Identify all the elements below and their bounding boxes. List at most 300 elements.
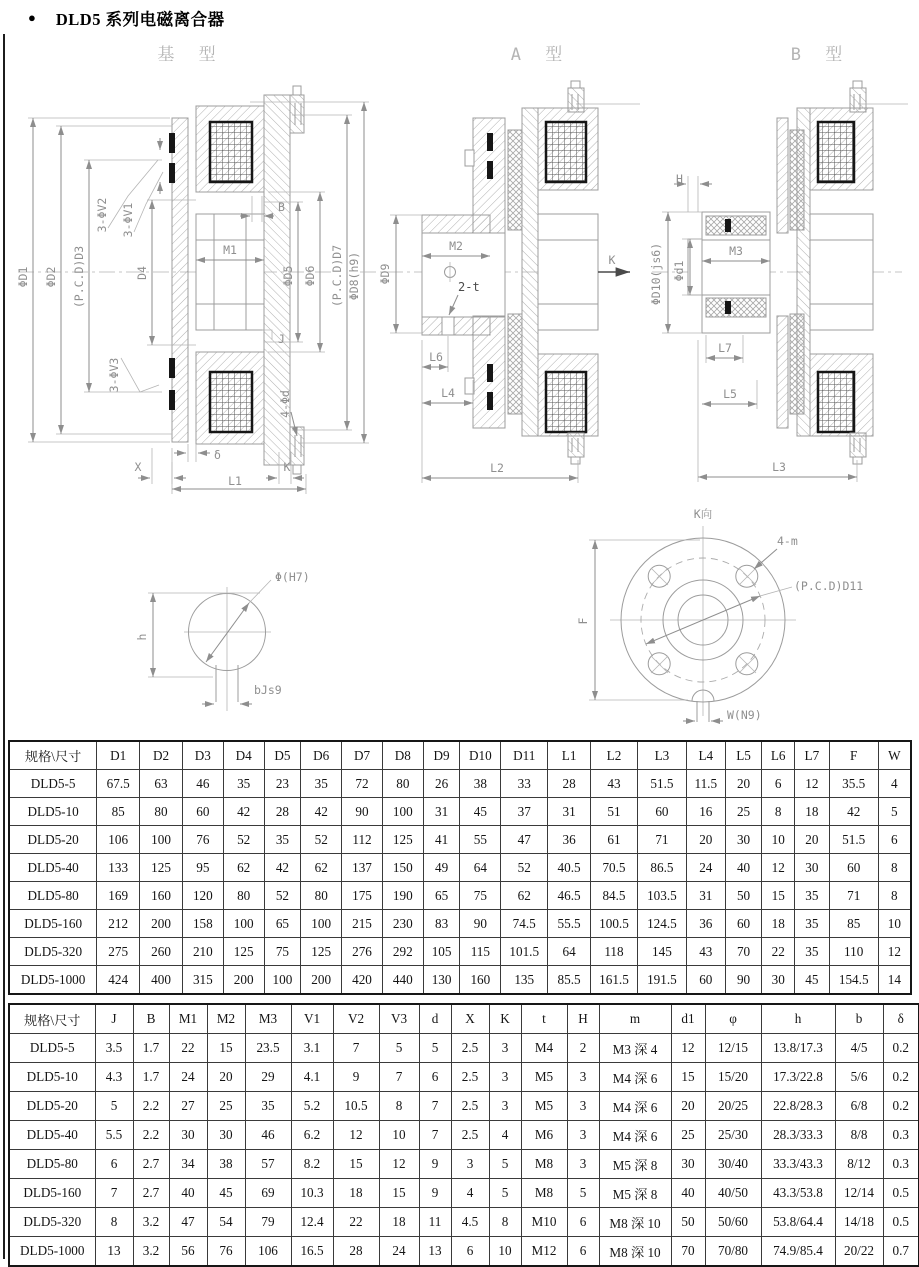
table-cell: M8 深 10 <box>599 1237 671 1267</box>
table-cell: 12/14 <box>835 1179 883 1208</box>
table-cell: 6/8 <box>835 1092 883 1121</box>
table-cell: 80 <box>382 770 423 798</box>
table-cell: 60 <box>829 854 878 882</box>
table-cell: 4.3 <box>95 1063 133 1092</box>
table-cell: 137 <box>342 854 383 882</box>
table-cell: 6 <box>419 1063 451 1092</box>
table-cell: 0.2 <box>883 1092 919 1121</box>
table-cell: 40 <box>671 1179 705 1208</box>
table-cell: M4 深 6 <box>599 1121 671 1150</box>
table-cell: 106 <box>245 1237 291 1267</box>
column-header: X <box>451 1004 489 1034</box>
table-cell: 70/80 <box>705 1237 761 1267</box>
table-cell: 5 <box>419 1034 451 1063</box>
table-cell: 3 <box>489 1092 521 1121</box>
table-cell: 18 <box>379 1208 419 1237</box>
table-cell: 83 <box>423 910 460 938</box>
dim-label-d4: D4 <box>135 266 149 280</box>
table-cell: 40 <box>725 854 762 882</box>
table-cell: 79 <box>245 1208 291 1237</box>
table-cell: 15 <box>379 1179 419 1208</box>
column-header: M2 <box>207 1004 245 1034</box>
table-cell: 70 <box>671 1237 705 1267</box>
table-cell: 8 <box>379 1092 419 1121</box>
table-cell: 35 <box>223 770 264 798</box>
table-cell: 100.5 <box>591 910 638 938</box>
column-header: D10 <box>460 741 501 770</box>
table-cell: 10 <box>489 1237 521 1267</box>
table-cell: 230 <box>382 910 423 938</box>
table-cell: 0.5 <box>883 1179 919 1208</box>
table-cell: 60 <box>686 966 725 995</box>
row-header: DLD5-80 <box>9 1150 95 1179</box>
table-cell: 40 <box>169 1179 207 1208</box>
table-cell: 43 <box>686 938 725 966</box>
table-cell: 4/5 <box>835 1034 883 1063</box>
table-cell: 130 <box>423 966 460 995</box>
table-cell: 33.3/43.3 <box>761 1150 835 1179</box>
table-cell: 65 <box>423 882 460 910</box>
seal-mark <box>487 161 493 179</box>
dim-label-phi-d2: ΦD2 <box>44 266 58 288</box>
table-cell: 13 <box>95 1237 133 1267</box>
table-cell: 36 <box>548 826 591 854</box>
table-cell: 31 <box>686 882 725 910</box>
row-header: DLD5-160 <box>9 1179 95 1208</box>
table-cell: 20 <box>671 1092 705 1121</box>
table-cell: 2 <box>567 1034 599 1063</box>
table-cell: 20/25 <box>705 1092 761 1121</box>
table-cell: 35 <box>245 1092 291 1121</box>
coil-bottom <box>546 372 586 432</box>
table-cell: 13.8/17.3 <box>761 1034 835 1063</box>
table-cell: 42 <box>301 798 342 826</box>
table-cell: 61 <box>591 826 638 854</box>
table-cell: 67.5 <box>97 770 140 798</box>
table-cell: 15 <box>207 1034 245 1063</box>
seal-mark <box>169 163 175 183</box>
table-row <box>9 1150 919 1179</box>
table-cell: 105 <box>423 938 460 966</box>
table-cell: 2.5 <box>451 1121 489 1150</box>
table-cell: 133 <box>97 854 140 882</box>
dim-label-v2: 3-ΦV2 <box>95 197 109 233</box>
table-cell: 62 <box>501 882 548 910</box>
table-row <box>9 798 911 826</box>
table-cell: 275 <box>97 938 140 966</box>
table-cell: 6 <box>567 1237 599 1267</box>
table-cell: M10 <box>521 1208 567 1237</box>
table-cell: 5 <box>379 1034 419 1063</box>
column-header: D8 <box>382 741 423 770</box>
table-cell: 100 <box>264 966 301 995</box>
table-cell: 20/22 <box>835 1237 883 1267</box>
table-cell: 8 <box>489 1208 521 1237</box>
dim-label-delta: δ <box>214 448 221 462</box>
dim-label-l7: L7 <box>718 341 732 355</box>
table-cell: 7 <box>379 1063 419 1092</box>
table-cell: 400 <box>140 966 183 995</box>
dim-label-phi-d8: ΦD8(h9) <box>347 251 361 301</box>
table-cell: 16.5 <box>291 1237 333 1267</box>
column-header: B <box>133 1004 169 1034</box>
table-cell: 12 <box>671 1034 705 1063</box>
table-cell: 3 <box>451 1150 489 1179</box>
table-cell: 260 <box>140 938 183 966</box>
table-cell: 100 <box>382 798 423 826</box>
column-header: V1 <box>291 1004 333 1034</box>
column-header: L4 <box>686 741 725 770</box>
dim-label-wn9: W(N9) <box>727 708 762 722</box>
table-cell: 2.7 <box>133 1150 169 1179</box>
table-cell: 42 <box>264 854 301 882</box>
table-cell: 125 <box>140 854 183 882</box>
table-row <box>9 826 911 854</box>
table-cell: 35 <box>795 910 830 938</box>
table-cell: 14 <box>878 966 911 995</box>
table-cell: 38 <box>207 1150 245 1179</box>
row-header: DLD5-40 <box>9 854 97 882</box>
table-cell: 25 <box>207 1092 245 1121</box>
dim-label-x: X <box>134 460 142 474</box>
table-cell: 22 <box>762 938 795 966</box>
table-cell: 64 <box>460 854 501 882</box>
table-cell: 8 <box>762 798 795 826</box>
column-header: D4 <box>223 741 264 770</box>
table-cell: 51.5 <box>637 770 686 798</box>
seal-mark <box>725 301 731 314</box>
table-cell: 70.5 <box>591 854 638 882</box>
table-cell: 45 <box>207 1179 245 1208</box>
table-cell: 90 <box>342 798 383 826</box>
table-cell: 76 <box>207 1237 245 1267</box>
table-cell: 160 <box>140 882 183 910</box>
table-cell: 70 <box>725 938 762 966</box>
table-cell: 69 <box>245 1179 291 1208</box>
table-cell: 56 <box>169 1237 207 1267</box>
table-cell: 75 <box>460 882 501 910</box>
table-cell: 8/8 <box>835 1121 883 1150</box>
table-row <box>9 938 911 966</box>
seal-mark <box>487 364 493 382</box>
table-cell: 30/40 <box>705 1150 761 1179</box>
table-cell: 33 <box>501 770 548 798</box>
column-header: H <box>567 1004 599 1034</box>
table-cell: 110 <box>829 938 878 966</box>
table-cell: 12/15 <box>705 1034 761 1063</box>
column-header: V3 <box>379 1004 419 1034</box>
table-cell: 6 <box>567 1208 599 1237</box>
table-cell: 0.3 <box>883 1150 919 1179</box>
table-cell: 125 <box>382 826 423 854</box>
table-cell: 120 <box>182 882 223 910</box>
table-cell: 51 <box>591 798 638 826</box>
table-row <box>9 1063 919 1092</box>
dim-label-h-cap: H <box>676 172 683 186</box>
column-header: D1 <box>97 741 140 770</box>
table-cell: 37 <box>501 798 548 826</box>
table-cell: 0.3 <box>883 1121 919 1150</box>
table-cell: 64 <box>548 938 591 966</box>
table-cell: 41 <box>423 826 460 854</box>
dim-label-phi-h7: Φ(H7) <box>275 570 310 584</box>
table-cell: 9 <box>419 1179 451 1208</box>
table-cell: M4 <box>521 1034 567 1063</box>
row-header: DLD5-80 <box>9 882 97 910</box>
table-cell: 175 <box>342 882 383 910</box>
table-cell: 30 <box>207 1121 245 1150</box>
table-cell: 12 <box>333 1121 379 1150</box>
column-header: h <box>761 1004 835 1034</box>
table-row <box>9 770 911 798</box>
table-cell: 17.3/22.8 <box>761 1063 835 1092</box>
dim-label-pcd-d11: (P.C.D)D11 <box>794 579 864 593</box>
table-cell: 45 <box>795 966 830 995</box>
table-cell: M4 深 6 <box>599 1092 671 1121</box>
table-cell: 15 <box>762 882 795 910</box>
column-header: φ <box>705 1004 761 1034</box>
table-cell: 52 <box>223 826 264 854</box>
table-cell: 15/20 <box>705 1063 761 1092</box>
table-cell: 5 <box>95 1092 133 1121</box>
table-cell: 212 <box>97 910 140 938</box>
table-cell: 3 <box>567 1092 599 1121</box>
table-cell: 42 <box>829 798 878 826</box>
row-header: DLD5-320 <box>9 938 97 966</box>
table-cell: 8 <box>95 1208 133 1237</box>
table-cell: 49 <box>423 854 460 882</box>
table-cell: 161.5 <box>591 966 638 995</box>
table-cell: 29 <box>245 1063 291 1092</box>
table-cell: 3 <box>567 1150 599 1179</box>
table-cell: 84.5 <box>591 882 638 910</box>
dim-label-phi-d9: ΦD9 <box>378 263 392 285</box>
table-cell: 86.5 <box>637 854 686 882</box>
dim-label-2t: 2-t <box>458 280 480 294</box>
base-type-drawing <box>16 45 369 494</box>
table-cell: 18 <box>762 910 795 938</box>
table-cell: 210 <box>182 938 223 966</box>
dimensions-table-2 <box>8 1003 919 1267</box>
table-cell: 7 <box>419 1092 451 1121</box>
page-title: DLD5 系列电磁离合器 <box>55 10 225 29</box>
row-header: DLD5-5 <box>9 770 97 798</box>
table-cell: 85 <box>97 798 140 826</box>
table-cell: 85.5 <box>548 966 591 995</box>
table-cell: 4 <box>489 1121 521 1150</box>
table-cell: 20 <box>795 826 830 854</box>
table-cell: 60 <box>637 798 686 826</box>
table-cell: 0.2 <box>883 1063 919 1092</box>
table-cell: 35.5 <box>829 770 878 798</box>
table-cell: 28 <box>333 1237 379 1267</box>
table-cell: 43.3/53.8 <box>761 1179 835 1208</box>
table-cell: 424 <box>97 966 140 995</box>
table-cell: 112 <box>342 826 383 854</box>
table-row <box>9 1237 919 1267</box>
table-cell: 5 <box>489 1150 521 1179</box>
table-cell: 4 <box>451 1179 489 1208</box>
dim-label-h-small: h <box>135 633 149 641</box>
table-cell: 22.8/28.3 <box>761 1092 835 1121</box>
b-clutch-section <box>688 81 908 464</box>
table-cell: 2.2 <box>133 1121 169 1150</box>
column-header: L3 <box>637 741 686 770</box>
table-cell: 8/12 <box>835 1150 883 1179</box>
table-cell: 45 <box>460 798 501 826</box>
table-cell: 20 <box>207 1063 245 1092</box>
table-cell: 57 <box>245 1150 291 1179</box>
table-cell: 10 <box>379 1121 419 1150</box>
table-cell: 5 <box>489 1179 521 1208</box>
table-cell: 7 <box>419 1121 451 1150</box>
bullet-icon: ● <box>28 10 36 25</box>
table-cell: 31 <box>423 798 460 826</box>
table-cell: 7 <box>95 1179 133 1208</box>
dim-label-phi-d5: ΦD5 <box>281 265 295 287</box>
row-header: DLD5-20 <box>9 826 97 854</box>
table-cell: 315 <box>182 966 223 995</box>
table-cell: 160 <box>460 966 501 995</box>
table-cell: 100 <box>223 910 264 938</box>
table-row <box>9 854 911 882</box>
column-header: D2 <box>140 741 183 770</box>
dim-label-l1: L1 <box>228 474 242 488</box>
dim-label-pcd-d3: (P.C.D)D3 <box>72 245 86 309</box>
table-cell: 2.7 <box>133 1179 169 1208</box>
table-cell: 7 <box>333 1034 379 1063</box>
table-cell: 55.5 <box>548 910 591 938</box>
coil-top <box>546 122 586 182</box>
table-cell: M6 <box>521 1121 567 1150</box>
table-cell: M8 深 10 <box>599 1208 671 1237</box>
table-cell: 5.5 <box>95 1121 133 1150</box>
table-cell: 28 <box>548 770 591 798</box>
table-cell: 30 <box>671 1150 705 1179</box>
table-cell: 63 <box>140 770 183 798</box>
table-cell: 8.2 <box>291 1150 333 1179</box>
table-cell: 0.5 <box>883 1208 919 1237</box>
table-cell: 25/30 <box>705 1121 761 1150</box>
table-header-row <box>9 1004 919 1034</box>
table-cell: 25 <box>671 1121 705 1150</box>
table-cell: 440 <box>382 966 423 995</box>
table-cell: 71 <box>637 826 686 854</box>
table-cell: 200 <box>223 966 264 995</box>
table-cell: 60 <box>725 910 762 938</box>
dim-label-phi-d1: ΦD1 <box>16 266 30 288</box>
table-cell: 0.2 <box>883 1034 919 1063</box>
table-cell: M8 <box>521 1150 567 1179</box>
seal-mark <box>169 133 175 153</box>
table-cell: 6 <box>95 1150 133 1179</box>
column-header: D11 <box>501 741 548 770</box>
column-header: F <box>829 741 878 770</box>
column-header: M3 <box>245 1004 291 1034</box>
table-cell: 74.9/85.4 <box>761 1237 835 1267</box>
bearing-bottom <box>706 298 766 317</box>
table-cell: 276 <box>342 938 383 966</box>
table-cell: 52 <box>264 882 301 910</box>
table-cell: 47 <box>169 1208 207 1237</box>
table-cell: 10 <box>878 910 911 938</box>
table-cell: 47 <box>501 826 548 854</box>
row-header: DLD5-1000 <box>9 1237 95 1267</box>
table-cell: 100 <box>140 826 183 854</box>
row-header: DLD5-5 <box>9 1034 95 1063</box>
table-cell: 3.2 <box>133 1237 169 1267</box>
table-cell: 36 <box>686 910 725 938</box>
column-header: b <box>835 1004 883 1034</box>
table-cell: 50/60 <box>705 1208 761 1237</box>
table-cell: 22 <box>333 1208 379 1237</box>
table-cell: 28 <box>264 798 301 826</box>
table-cell: 169 <box>97 882 140 910</box>
table-cell: 24 <box>686 854 725 882</box>
table-cell: 292 <box>382 938 423 966</box>
table-cell: 35 <box>264 826 301 854</box>
table-cell: M8 <box>521 1179 567 1208</box>
column-header: t <box>521 1004 567 1034</box>
coil-bottom <box>818 372 854 432</box>
dim-label-phi-d6: ΦD6 <box>303 265 317 287</box>
bore-detail-drawing <box>135 570 310 711</box>
table-cell: 50 <box>671 1208 705 1237</box>
table-cell: 46 <box>245 1121 291 1150</box>
table-cell: 8 <box>878 854 911 882</box>
table-cell: 40.5 <box>548 854 591 882</box>
table-cell: 72 <box>342 770 383 798</box>
a-type-drawing <box>360 45 640 483</box>
table-cell: 10.5 <box>333 1092 379 1121</box>
column-header: L7 <box>795 741 830 770</box>
column-header: M1 <box>169 1004 207 1034</box>
table-cell: 5 <box>567 1179 599 1208</box>
table-cell: M5 深 8 <box>599 1179 671 1208</box>
column-header: δ <box>883 1004 919 1034</box>
dim-label-l5: L5 <box>723 387 737 401</box>
table-cell: 30 <box>795 854 830 882</box>
table-cell: 27 <box>169 1092 207 1121</box>
table-cell: 74.5 <box>501 910 548 938</box>
table-row <box>9 910 911 938</box>
column-header: L2 <box>591 741 638 770</box>
dim-label-l3: L3 <box>772 460 786 474</box>
table-cell: 54 <box>207 1208 245 1237</box>
table-cell: 35 <box>795 938 830 966</box>
table-cell: 53.8/64.4 <box>761 1208 835 1237</box>
a-type-title: A 型 <box>510 45 570 65</box>
table-cell: 90 <box>725 966 762 995</box>
table-cell: 14/18 <box>835 1208 883 1237</box>
column-header: V2 <box>333 1004 379 1034</box>
k-view-label: K向 <box>693 507 713 521</box>
dim-label-j: J <box>278 332 285 346</box>
table-cell: 12 <box>878 938 911 966</box>
base-type-title: 基 型 <box>157 45 223 65</box>
table-cell: 18 <box>333 1179 379 1208</box>
table-row <box>9 1092 919 1121</box>
seal-mark <box>725 219 731 232</box>
column-header: L6 <box>762 741 795 770</box>
table-cell: 20 <box>686 826 725 854</box>
table-cell: 9 <box>419 1150 451 1179</box>
table-cell: 80 <box>223 882 264 910</box>
row-header: DLD5-20 <box>9 1092 95 1121</box>
column-header: m <box>599 1004 671 1034</box>
table-cell: 124.5 <box>637 910 686 938</box>
table-cell: 65 <box>264 910 301 938</box>
